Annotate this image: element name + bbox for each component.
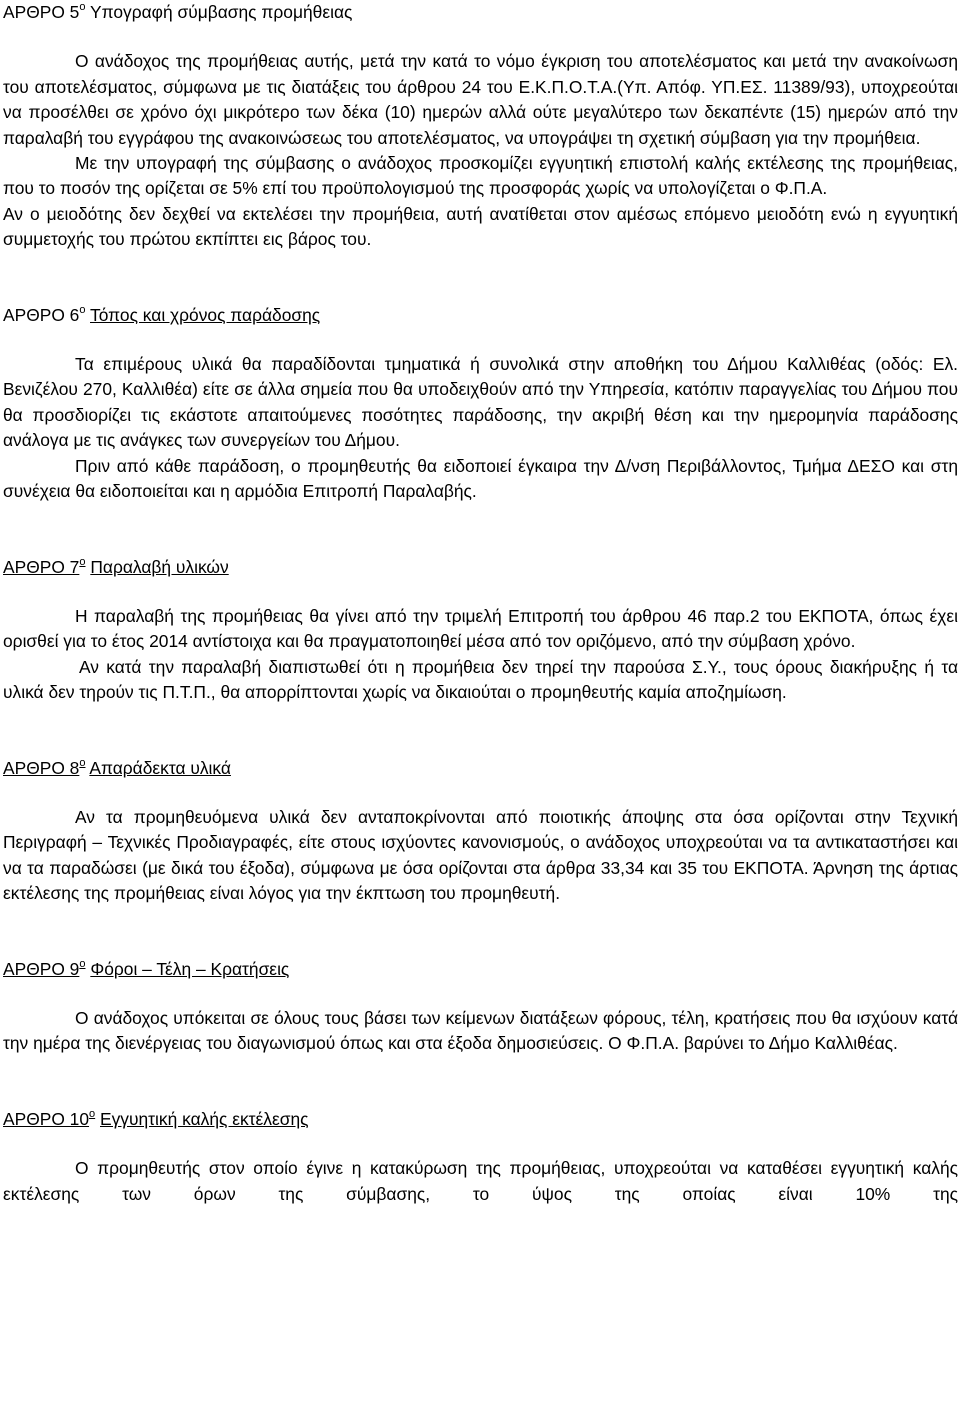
- article-6-heading: [3, 303, 958, 328]
- article-10-number: ΑΡΘΡΟ 10: [3, 1108, 90, 1129]
- article-8-heading: [3, 756, 958, 781]
- article-7-ordinal: ο: [79, 555, 86, 568]
- article-5-title: Υπογραφή σύμβασης προμήθειας: [90, 2, 353, 22]
- article-8-paragraph-1: Αν τα προμηθευόμενα υλικά δεν ανταποκρίνονται από ποιοτικής άποψης στα όσα ορίζονται στην Τεχνική Περιγραφή – Τεχνικές Προδιαγραφές, είτε στους ισχύοντες κανονισμούς, ο ανάδοχος υποχρεούται να τα αντικαταστήσει και να τα παραδώσει (με δικά του έξοδα), σύμφωνα με όσα ορίζονται στα άρθρα 33,34 και 35 του ΕΚΠΟΤΑ. Άρνηση της άρτιας εκτέλεσης της προμήθειας είναι λόγος για την έκπτωση του προμηθευτή.: [3, 806, 958, 904]
- article-10-title: Εγγυητική καλής εκτέλεσης: [100, 1108, 309, 1129]
- article-9-ordinal: ο: [79, 957, 86, 970]
- article-9: [3, 957, 958, 1057]
- article-7: [3, 555, 958, 706]
- document-page: [3, 0, 958, 1207]
- article-10: [3, 1107, 958, 1207]
- article-7-heading: [3, 555, 958, 580]
- article-9-heading: [3, 957, 958, 982]
- article-7-number: ΑΡΘΡΟ 7: [3, 556, 80, 577]
- article-5-number: ΑΡΘΡΟ 5: [3, 2, 80, 22]
- article-7-paragraph-2: Αν κατά την παραλαβή διαπιστωθεί ότι η προμήθεια δεν τηρεί την παρούσα Σ.Υ., τους όρους διακήρυξης ή τα υλικά δεν τηρούν τις Π.Τ.Π., θα απορρίπτονται χωρίς να δικαιούται ο προμηθευτής καμία αποζημίωση.: [3, 656, 958, 703]
- article-9-paragraph-1: Ο ανάδοχος υπόκειται σε όλους τους βάσει των κείμενων διατάξεων φόρους, τέλη, κρατήσεις που θα ισχύουν κατά την ημέρα της διενέργειας του διαγωνισμού όπως και στα έξοδα δημοσιεύσεις. Ο Φ.Π.Α. βαρύνει το Δήμο Καλλιθέας.: [3, 1007, 958, 1054]
- article-7-title: Παραλαβή υλικών: [90, 556, 229, 577]
- article-6: [3, 303, 958, 505]
- article-10-paragraph-1: Ο προμηθευτής στον οποίο έγινε η κατακύρωση της προμήθειας, υποχρεούται να καταθέσει εγγυητική καλής εκτέλεσης των όρων της σύμβασης, το ύψος της οποίας είναι 10% της: [3, 1158, 958, 1204]
- article-5-paragraph-3: Αν ο μειοδότης δεν δεχθεί να εκτελέσει την προμήθεια, αυτή ανατίθεται στον αμέσως επόμενο μειοδότη ενώ η εγγυητική συμμετοχής του πρώτου εκπίπτει εις βάρος του.: [3, 203, 958, 250]
- article-5-ordinal: ο: [79, 1, 86, 14]
- article-8: [3, 756, 958, 907]
- article-6-number: ΑΡΘΡΟ 6: [3, 304, 80, 325]
- article-9-title: Φόροι – Τέλη – Κρατήσεις: [90, 958, 290, 979]
- article-6-paragraph-2: Πριν από κάθε παράδοση, ο προμηθευτής θα ειδοποιεί έγκαιρα την Δ/νση Περιβάλλοντος, Τμήμα ΔΕΣΟ και στη συνέχεια θα ειδοποιείται και η αρμόδια Επιτροπή Παραλαβής.: [3, 455, 958, 502]
- article-8-number: ΑΡΘΡΟ 8: [3, 757, 80, 778]
- article-8-ordinal: ο: [79, 756, 86, 769]
- article-10-ordinal: ο: [89, 1107, 96, 1120]
- article-6-title: Τόπος και χρόνος παράδοσης: [90, 304, 321, 325]
- article-10-heading: [3, 1107, 958, 1132]
- article-8-title: Απαράδεκτα υλικά: [89, 757, 231, 778]
- article-5-heading: [3, 0, 958, 25]
- article-5-paragraph-1: Ο ανάδοχος της προμήθειας αυτής, μετά την κατά το νόμο έγκριση του αποτελέσματος και μετά την ανακοίνωση του αποτελέσματος, σύμφωνα με τις διατάξεις του άρθρου 24 του Ε.Κ.Π.Ο.Τ.Α.(Υπ. Απόφ. ΥΠ.ΕΣ. 11389/93), υποχρεούται να προσέλθει σε χρόνο όχι μικρότερο των δέκα (10) ημερών αλλά ούτε μεγαλύτερο των δεκαπέντε (15) ημερών από την παραλαβή του εγγράφου της ανακοινώσεως του αποτελέσματος, να υπογράψει τη σχετική σύμβαση για την προμήθεια.: [3, 51, 958, 148]
- article-6-ordinal: ο: [79, 303, 86, 316]
- article-5-paragraph-2: Με την υπογραφή της σύμβασης ο ανάδοχος προσκομίζει εγγυητική επιστολή καλής εκτέλεσης της προμήθειας, που το ποσόν της ορίζεται σε 5% επί του προϋπολογισμού της προσφοράς χωρίς να υπολογίζεται ο Φ.Π.Α.: [3, 153, 958, 199]
- article-9-number: ΑΡΘΡΟ 9: [3, 958, 80, 979]
- article-5: [3, 0, 958, 253]
- article-7-paragraph-1: Η παραλαβή της προμήθειας θα γίνει από την τριμελή Επιτροπή του άρθρου 46 παρ.2 του ΕΚΠΟΤΑ, όπως έχει ορισθεί για το έτος 2014 αντίστοιχα και θα πραγματοποιηθεί μέσα από τον οριζόμενο, από την σύμβαση χρόνο.: [3, 605, 958, 652]
- article-6-paragraph-1: Τα επιμέρους υλικά θα παραδίδονται τμηματικά ή συνολικά στην αποθήκη του Δήμου Καλλιθέας (οδός: Ελ. Βενιζέλου 270, Καλλιθέα) είτε σε άλλα σημεία που θα υποδειχθούν από την Υπηρεσία, κατόπιν παραγγελίας του Δήμου που θα προσδιορίζει τις εκάστοτε απαιτούμενες ποσότητες παράδοσης, την ακριβή θέση και την ημερομηνία παράδοσης ανάλογα με τις ανάγκες των συνεργείων του Δήμου.: [3, 354, 958, 451]
